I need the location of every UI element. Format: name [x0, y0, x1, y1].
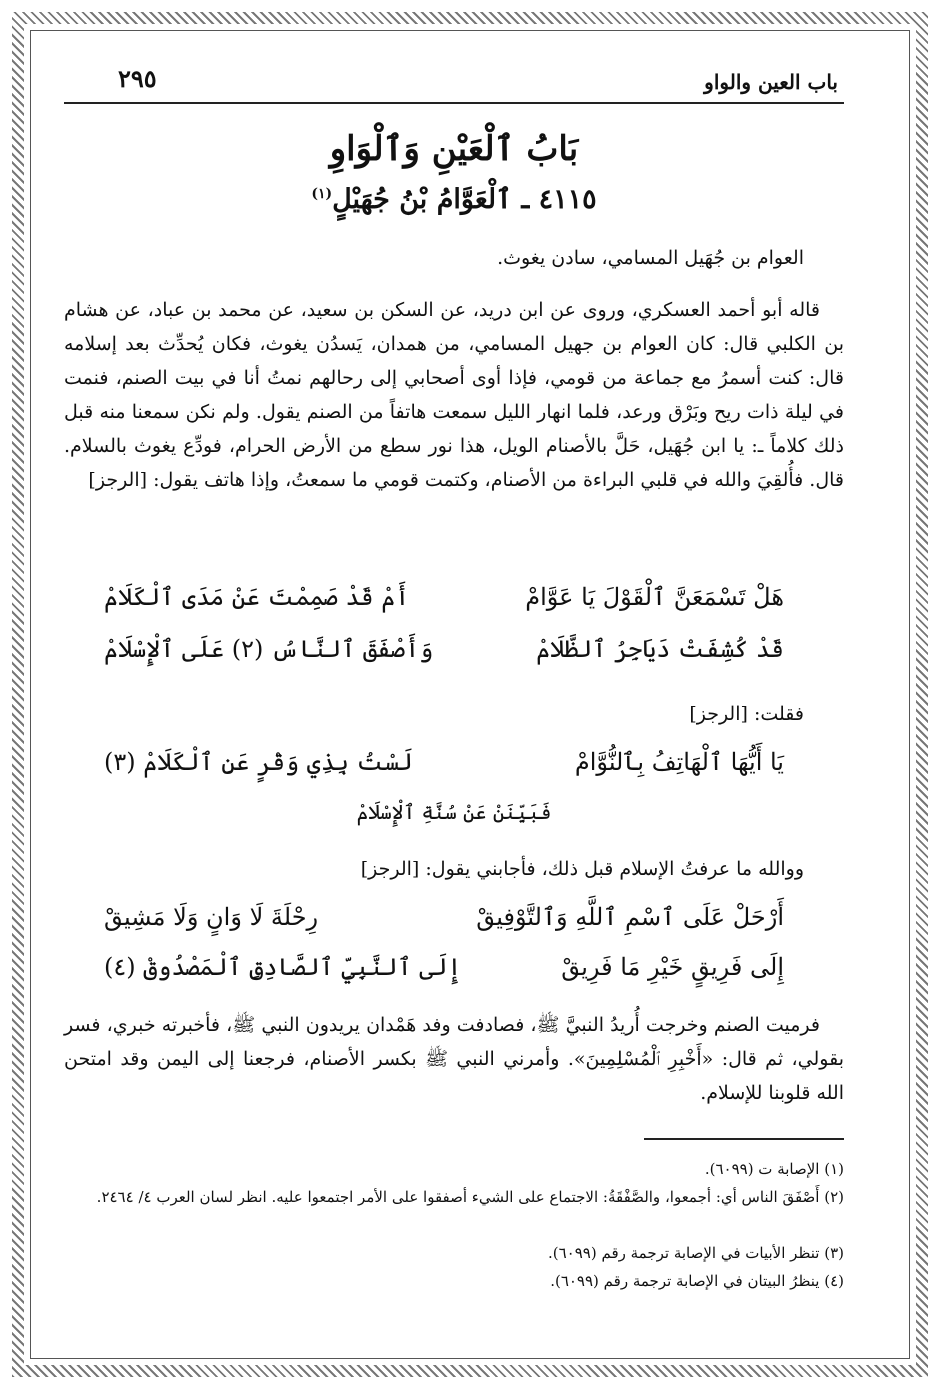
hemistich-right: إِلَى فَرِيقٍ خَيْرِ مَا فَرِيقْ	[561, 953, 784, 981]
footnote: (٣) تنظر الأبيات في الإصابة ترجمة رقم (٦٠٩٩).	[547, 1244, 844, 1262]
hemistich-left: أَمْ قَدْ صَمِمْتَ عَنْ مَدَى ٱلْكَلَامْ	[104, 583, 410, 611]
hemistich-left: رِحْلَةَ لَا وَانٍ وَلَا مَشِيقْ	[104, 903, 319, 931]
hemistich-left: إِلَى ٱلنَّبِيِّ ٱلصَّادِقِ ٱلْمَصْدُوقْ (٤)	[104, 953, 462, 981]
footnote: (١) الإصابة ت (٦٠٩٩).	[704, 1160, 844, 1178]
hemistich-right: قَدْ كُشِفَتْ دَيَاجِرُ ٱلظَّلَامْ	[536, 635, 784, 663]
poem2-last-line: فَبَيِّنَنْ عَنْ سُنَّةِ ٱلْإِسْلَامْ	[356, 800, 552, 824]
hemistich-left: لَسْتُ بِذِي وَقْرٍ عَنِ ٱلْكَلَامْ (٣)	[104, 748, 413, 776]
footnote-ref: (١)	[311, 186, 333, 202]
page-content	[64, 58, 844, 1338]
lead-line: العوام بن جُهَيل المسامي، سادن يغوث.	[497, 247, 804, 269]
footnote: (٤) ينظرُ البيتان في الإصابة ترجمة رقم (٦٠٩٩).	[550, 1272, 844, 1290]
page-number: ٢٩٥	[118, 64, 157, 93]
hemistich-right: أَرْحَلْ عَلَى ٱسْمِ ٱللَّهِ وَٱلتَّوْفِيقْ	[476, 903, 784, 931]
footnote: (٢) أَصْفَقَ الناس أي: أجمعوا، والصَّفْقَةُ: الاجتماع على الشيء أصفقوا على الأمر اجتمعوا عليه. انظر لسان العرب ٤/ ٢٤٦٤.	[96, 1188, 844, 1206]
hemistich-right: هَلْ تَسْمَعَنَّ ٱلْقَوْلَ يَا عَوَّامْ	[525, 583, 784, 611]
footnote-separator	[644, 1138, 844, 1140]
entry-title: ٤١١٥ ـ ٱلْعَوَّامُ بْنُ جُهَيْلٍ	[332, 184, 597, 215]
hemistich-right: يَا أَيُّهَا ٱلْهَاتِفُ بِٱلنُّوَّامْ	[574, 748, 784, 776]
intro-2: فقلت: [الرجز]	[689, 703, 804, 725]
running-title: باب العين والواو	[704, 70, 838, 94]
page-header	[64, 58, 844, 104]
chapter-title: بَابُ ٱلْعَيْنِ وَٱلْوَاوِ	[329, 129, 579, 169]
entry-heading	[64, 184, 844, 215]
paragraph-1: قاله أبو أحمد العسكري، وروى عن ابن دريد، عن السكن بن سعيد، عن محمد بن عباد، عن هشام بن الكلبي قال: كان العوام بن جهيل المسامي، من همدان، يَسدُن يغوث، فكان يُحدِّث بعد إسلامه قال: كنت أسمرُ مع جماعة من قومي، فإذا أوى أصحابي إلى رحالهم نمتُ أنا في بيت الصنم، فنمت في ليلة ذات ريح وبَرْق ورعد، فلما انهار الليل سمعت هاتفاً من الصنم يقول. ولم نكن سمعنا منه قبل ذلك كلاماً ـ: يا ابن جُهَيل، حَلَّ بالأصنام الويل، هذا نور سطع من الأرض الحرام، فودِّع يغوث بالسلام. قال. فأُلقِيَ والله في قلبي البراءة من الأصنام، وكتمت قومي ما سمعتُ، وإذا هاتف يقول: [الرجز]	[64, 299, 844, 491]
intro-3: ووالله ما عرفتُ الإسلام قبل ذلك، فأجابني يقول: [الرجز]	[360, 858, 804, 880]
hemistich-left: وَأَصْفَقَ ٱلنَّاسُ (٢) عَلَى ٱلْإِسْلَامْ	[104, 635, 434, 663]
paragraph-2: فرميت الصنم وخرجت أُريدُ النبيَّ ﷺ، فصادفت وفد هَمْدان يريدون النبي ﷺ، فأخبرته خبري، فسر بقولي، ثم قال: «أَخْبِرِ ٱلْمُسْلِمِينَ». وأمرني النبي ﷺ بكسر الأصنام، فرجعنا إلى اليمن وقد امتحن الله قلوبنا للإسلام.	[64, 1014, 844, 1104]
